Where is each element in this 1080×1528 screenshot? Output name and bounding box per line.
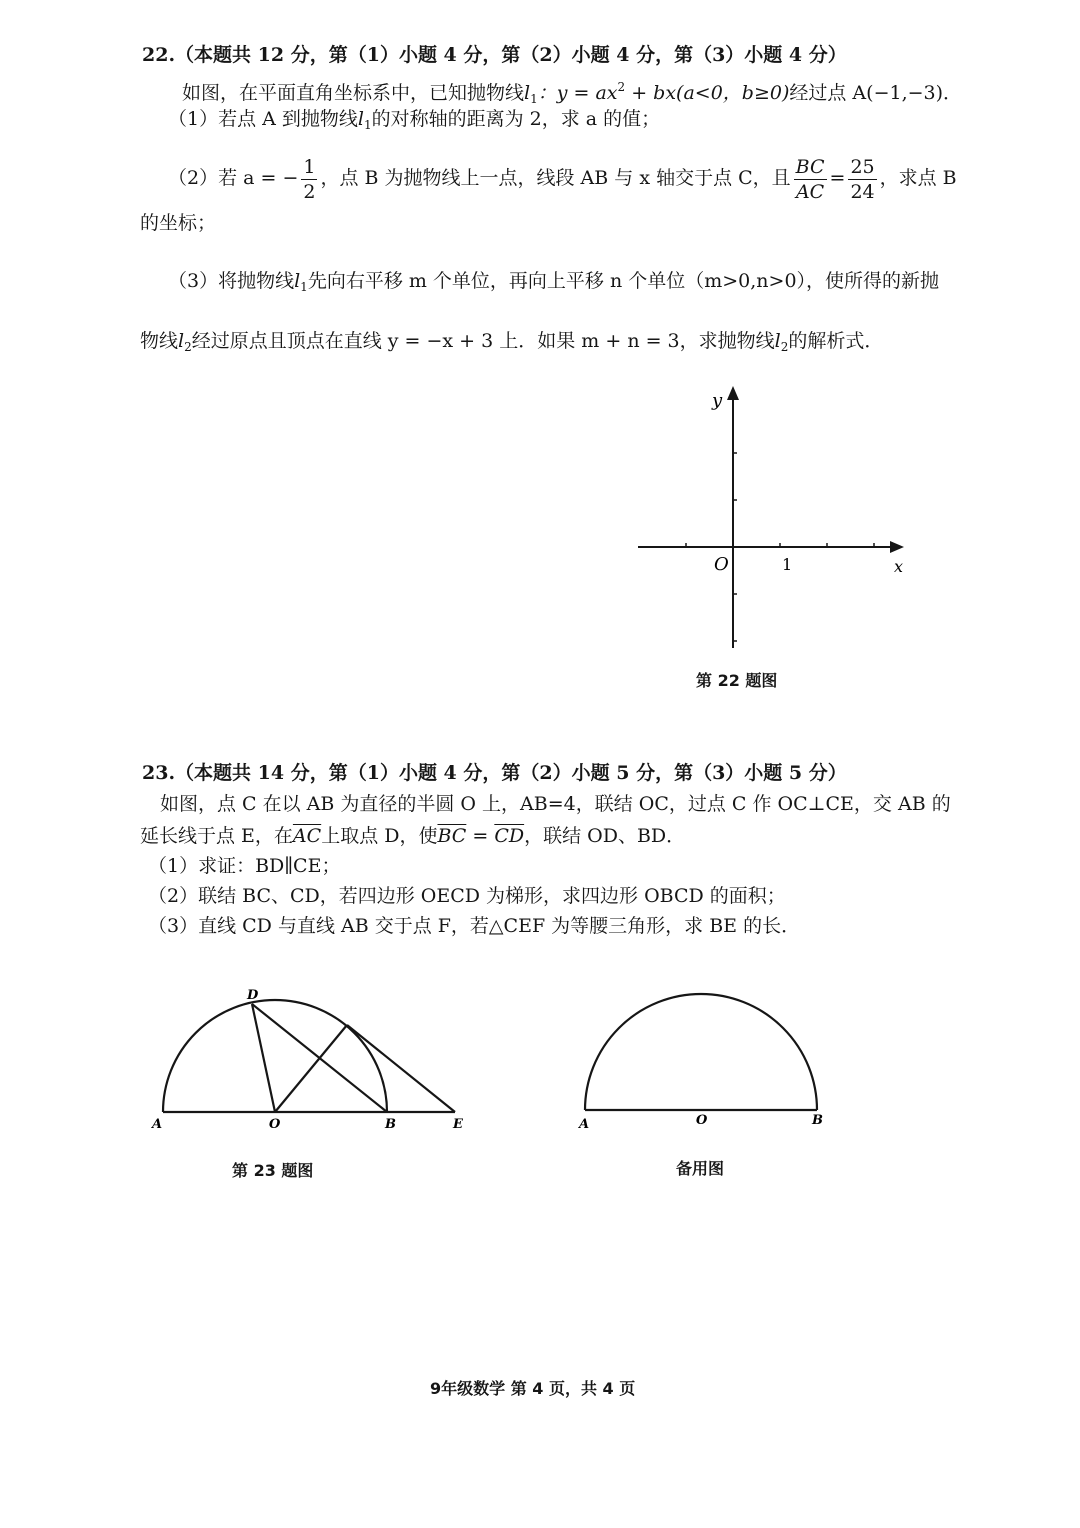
segment-ce — [347, 1025, 455, 1112]
q23-intro2-mid: 上取点 D，使 — [321, 825, 438, 847]
tick-label-one: 1 — [782, 555, 793, 574]
q22-p2-val-num: 25 — [850, 155, 875, 178]
q22-p3-suffix: 先向右平移 m 个单位，再向上平移 n 个单位（m>0,n>0），使所得的新抛 — [307, 270, 940, 292]
q22-coordinate-figure — [620, 380, 920, 660]
q22-p3-l3: l — [774, 330, 781, 352]
fig23-label-a: A — [152, 1117, 163, 1130]
q23-arc-bc: $\overline{BC}$ — [437, 825, 467, 847]
q22-p2-val-den: 24 — [850, 180, 875, 203]
q22-p2-ratio-num: BC — [795, 155, 825, 178]
q22-intro-eq-a: ：y = ax — [537, 82, 618, 104]
q22-intro-l: l — [524, 82, 531, 104]
q22-header: 22.（本题共 12 分，第（1）小题 4 分，第（2）小题 4 分，第（3）小题 4 分） — [142, 44, 847, 66]
q22-part1 — [168, 106, 660, 138]
fig23-label-o: O — [269, 1117, 281, 1130]
q22-p2-a-fraction — [301, 155, 317, 204]
origin-label: O — [714, 554, 729, 575]
q22-p2-a-num: 1 — [303, 155, 316, 178]
spare-label-o: O — [696, 1113, 708, 1128]
x-axis-label: x — [894, 557, 904, 576]
q22-part2 — [168, 152, 957, 204]
q22-p2-mid: ，点 B 为抛物线上一点，线段 AB 与 x 轴交于点 C，且 — [320, 167, 791, 189]
y-axis-arrow — [727, 386, 739, 400]
spare-label-a: A — [579, 1117, 590, 1130]
q22-p2-eq: = — [829, 167, 846, 189]
q22-intro-prefix: 如图，在平面直角坐标系中，已知抛物线 — [182, 82, 525, 104]
q22-p2-a-den: 2 — [303, 180, 316, 203]
q22-p3-l: l — [294, 270, 301, 292]
q22-intro-eq-sup: 2 — [617, 80, 626, 94]
q23-intro2-eq: = — [466, 825, 495, 847]
spare-label-b: B — [812, 1113, 823, 1128]
q23-spare-caption: 备用图 — [676, 1159, 725, 1178]
q22-part3 — [168, 268, 939, 300]
q23-figure-caption: 第 23 题图 — [232, 1161, 314, 1180]
q22-part2-line2: 的坐标； — [140, 212, 217, 234]
q22-p2-suffix: ，求点 B — [879, 167, 957, 189]
spare-semicircle — [585, 994, 817, 1110]
q22-p3-line2-mid: 经过原点且顶点在直线 y = −x + 3 上．如果 m + n = 3，求抛物线 — [191, 330, 775, 352]
q22-p3-l3-sub: 2 — [780, 340, 789, 354]
q22-p1-l-sub: 1 — [363, 118, 372, 132]
q22-p2-ratio-den: AC — [795, 180, 825, 203]
q22-p3-l2-sub: 2 — [184, 340, 192, 354]
q23-arc-ac: $\overline{AC}$ — [292, 825, 322, 847]
q22-p3-l2: l — [178, 330, 185, 352]
q23-figure — [150, 980, 480, 1130]
q23-arc-cd: $\overline{CD}$ — [494, 825, 525, 847]
q23-part2: （2）联结 BC、CD，若四边形 OECD 为梯形，求四边形 OBCD 的面积； — [148, 885, 786, 907]
fig23-label-d: D — [247, 988, 259, 1003]
semicircle — [163, 1000, 387, 1112]
q22-p2-val-fraction — [848, 155, 876, 204]
q22-intro-suffix: 经过点 A(−1,−3)． — [789, 82, 963, 104]
q22-intro-eq-b: + bx — [625, 82, 677, 104]
q22-part3-line2 — [140, 328, 883, 360]
fig23-label-b: B — [385, 1117, 396, 1130]
x-axis-arrow — [890, 541, 904, 553]
fig23-label-e: E — [453, 1117, 463, 1130]
q22-intro-cond: (a<0，b≥0) — [676, 82, 790, 104]
q23-part3: （3）直线 CD 与直线 AB 交于点 F，若△CEF 为等腰三角形，求 BE 的长． — [148, 915, 801, 937]
q23-intro2-suffix: ，联结 OD、BD． — [524, 825, 686, 847]
q23-intro-line1: 如图，点 C 在以 AB 为直径的半圆 O 上，AB=4，联结 OC，过点 C 作 OC⊥CE，交 AB 的 — [160, 793, 951, 815]
q22-p3-line2-prefix: 物线 — [140, 330, 179, 352]
q23-intro2-prefix: 延长线于点 E，在 — [140, 825, 293, 847]
q23-intro-line2 — [140, 823, 685, 849]
q22-p1-prefix: （1）若点 A 到抛物线 — [168, 108, 358, 130]
q22-p3-line2-suffix: 的解析式． — [788, 330, 884, 352]
q22-p2-prefix: （2）若 a = − — [168, 167, 299, 189]
page-footer: 9年级数学 第 4 页，共 4 页 — [430, 1379, 636, 1398]
q23-header: 23.（本题共 14 分，第（1）小题 4 分，第（2）小题 5 分，第（3）小题 5 分） — [142, 762, 847, 784]
q22-p2-ratio-fraction — [794, 155, 827, 204]
q22-p3-l-sub: 1 — [300, 280, 308, 294]
segment-oc — [275, 1025, 347, 1112]
q22-figure-caption: 第 22 题图 — [696, 671, 778, 690]
q23-spare-figure — [570, 980, 840, 1130]
y-axis-label: y — [712, 390, 723, 411]
q23-part1: （1）求证：BD∥CE； — [148, 855, 341, 877]
q22-p1-l: l — [357, 108, 364, 130]
q22-p1-suffix: 的对称轴的距离为 2，求 a 的值； — [371, 108, 661, 130]
q22-intro-l-sub: 1 — [530, 92, 538, 106]
q22-p3-prefix: （3）将抛物线 — [168, 270, 295, 292]
